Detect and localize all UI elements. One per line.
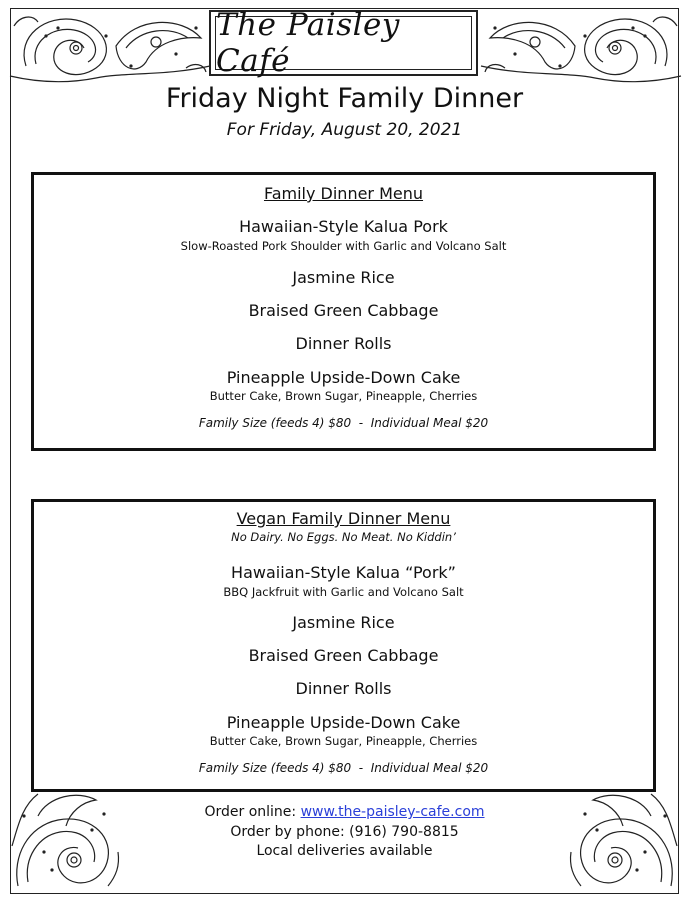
brand-name: The Paisley Café: [216, 7, 400, 79]
page-title: Friday Night Family Dinner: [165, 83, 524, 114]
order-online-line: [0, 804, 689, 820]
menu-item-name: Pineapple Upside-Down Cake: [226, 368, 461, 387]
family-menu-heading: Family Dinner Menu: [263, 184, 424, 203]
menu-item-name: Pineapple Upside-Down Cake: [226, 713, 461, 732]
order-phone-line: Order by phone: (916) 790-8815: [230, 824, 459, 840]
family-menu-box: [31, 172, 656, 451]
menu-item-description: BBQ Jackfruit with Garlic and Volcano Salt: [223, 585, 464, 599]
order-online-label: Order online:: [204, 804, 301, 820]
menu-item-name: Jasmine Rice: [292, 613, 395, 632]
brand-logo-inner-frame: [215, 7, 472, 79]
menu-item-name: Hawaiian-Style Kalua Pork: [239, 217, 448, 236]
menu-item-description: Butter Cake, Brown Sugar, Pineapple, Cherries: [209, 389, 478, 403]
paisley-ornament-icon: [8, 786, 126, 896]
paisley-ornament-icon: [563, 786, 681, 896]
brand-logo-frame: [209, 7, 478, 79]
vegan-menu-tagline: No Dairy. No Eggs. No Meat. No Kiddin’: [231, 530, 456, 544]
menu-item-name: Dinner Rolls: [295, 679, 392, 698]
paisley-ornament-icon: [6, 6, 211, 88]
menu-item-name: Jasmine Rice: [292, 268, 395, 287]
website-link[interactable]: www.the-paisley-cafe.com: [300, 804, 485, 820]
price-line: Family Size (feeds 4) $80 - Individual Meal $20: [198, 761, 489, 775]
vegan-menu-box: [31, 499, 656, 792]
paisley-ornament-icon: [480, 6, 685, 88]
vegan-menu-heading: Vegan Family Dinner Menu: [236, 509, 451, 528]
menu-item-description: Butter Cake, Brown Sugar, Pineapple, Cherries: [209, 734, 478, 748]
menu-item-name: Hawaiian-Style Kalua “Pork”: [231, 563, 456, 582]
deliveries-line: Local deliveries available: [256, 843, 433, 859]
menu-item-description: Slow-Roasted Pork Shoulder with Garlic and Volcano Salt: [180, 239, 507, 253]
page-date: For Friday, August 20, 2021: [226, 120, 463, 140]
menu-item-name: Dinner Rolls: [295, 334, 392, 353]
price-line: Family Size (feeds 4) $80 - Individual Meal $20: [198, 416, 489, 430]
menu-item-name: Braised Green Cabbage: [248, 301, 439, 320]
menu-item-name: Braised Green Cabbage: [248, 646, 439, 665]
